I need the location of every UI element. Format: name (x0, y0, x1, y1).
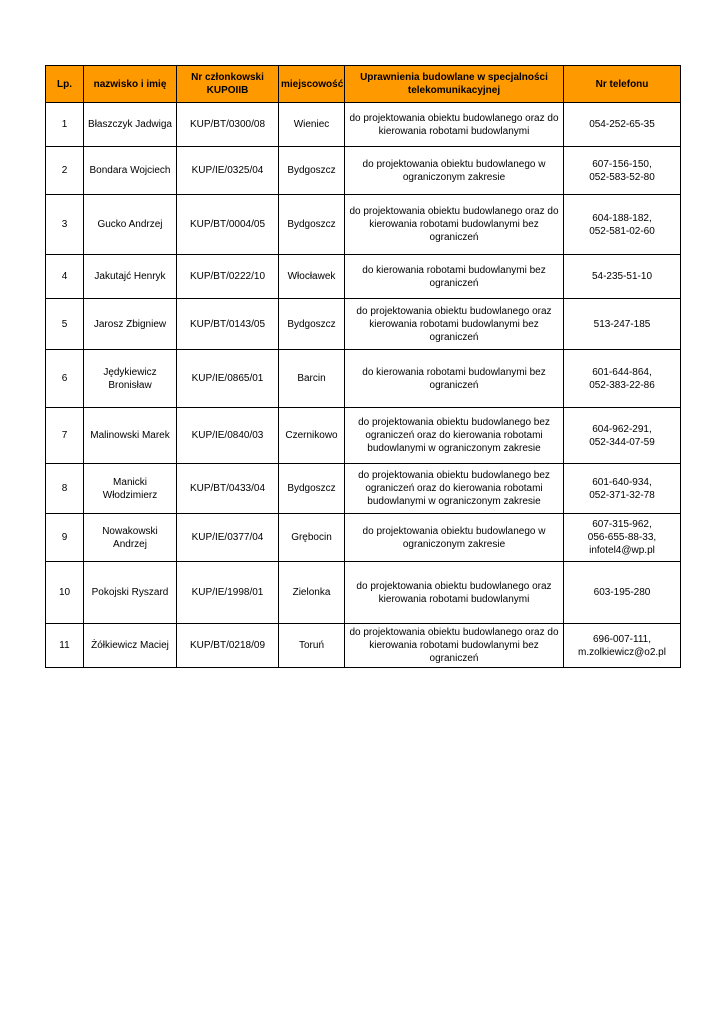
cell-phone (564, 624, 681, 668)
cell-member-no: KUP/IE/0377/04 (177, 514, 279, 562)
cell-name: Pokojski Ryszard (84, 562, 177, 624)
cell-permissions: do kierowania robotami budowlanymi bez ograniczeń (345, 350, 564, 408)
members-table (45, 65, 681, 668)
col-header-lp: Lp. (46, 66, 84, 103)
phone-line: 601-640-934, (592, 476, 652, 488)
phone-line: 603-195-280 (593, 587, 651, 598)
cell-permissions: do projektowania obiektu budowlanego oraz kierowania robotami budowlanymi (345, 562, 564, 624)
cell-phone (564, 255, 681, 299)
cell-lp: 6 (46, 350, 84, 408)
cell-city: Bydgoszcz (279, 299, 345, 350)
cell-member-no: KUP/BT/0004/05 (177, 195, 279, 255)
table-row (46, 350, 681, 408)
cell-member-no: KUP/IE/0865/01 (177, 350, 279, 408)
phone-line: 513-247-185 (593, 318, 651, 330)
cell-city: Bydgoszcz (279, 464, 345, 514)
table-row (46, 147, 681, 195)
cell-lp: 3 (46, 195, 84, 255)
phone-line: 604-188-182, (592, 212, 652, 224)
cell-permissions: do projektowania obiektu budowlanego bez ograniczeń oraz do kierowania robotami budowlanymi w ograniczonym zakresie (345, 464, 564, 514)
phone-line: 696-007-111, (592, 633, 651, 645)
cell-permissions: do projektowania obiektu budowlanego w ograniczonym zakresie (345, 514, 564, 562)
table-row (46, 195, 681, 255)
cell-name: Jarosz Zbigniew (84, 299, 177, 350)
cell-member-no: KUP/BT/0218/09 (177, 624, 279, 668)
cell-name: Jędykiewicz Bronisław (84, 350, 177, 408)
phone-line: 604-962-291, (592, 423, 652, 435)
phone-line: 54-235-51-10 (591, 271, 653, 282)
cell-lp: 9 (46, 514, 84, 562)
cell-permissions: do projektowania obiektu budowlanego w ograniczonym zakresie (345, 147, 564, 195)
cell-city: Barcin (279, 350, 345, 408)
cell-member-no: KUP/BT/0300/08 (177, 103, 279, 147)
cell-permissions: do projektowania obiektu budowlanego oraz do kierowania robotami budowlanymi (345, 103, 564, 147)
cell-name: Manicki Włodzimierz (84, 464, 177, 514)
table-row (46, 255, 681, 299)
cell-city: Grębocin (279, 514, 345, 562)
cell-permissions: do projektowania obiektu budowlanego oraz do kierowania robotami budowlanymi bez ograniczeń (345, 195, 564, 255)
table-header-row (46, 66, 681, 103)
table-row (46, 562, 681, 624)
cell-city: Toruń (279, 624, 345, 668)
cell-phone (564, 464, 681, 514)
cell-name: Gucko Andrzej (84, 195, 177, 255)
col-header-permissions: Uprawnienia budowlane w specjalności telekomunikacyjnej (345, 66, 564, 103)
cell-member-no: KUP/BT/0222/10 (177, 255, 279, 299)
cell-lp: 5 (46, 299, 84, 350)
cell-name: Malinowski Marek (84, 408, 177, 464)
cell-lp: 7 (46, 408, 84, 464)
table-row (46, 514, 681, 562)
col-header-phone: Nr telefonu (564, 66, 681, 103)
phone-line: 052-371-32-78 (589, 489, 655, 501)
phone-line: 052-344-07-59 (589, 436, 655, 448)
cell-phone (564, 562, 681, 624)
cell-member-no: KUP/IE/1998/01 (177, 562, 279, 624)
cell-permissions: do projektowania obiektu budowlanego bez ograniczeń oraz do kierowania robotami budowlanymi w ograniczonym zakresie (345, 408, 564, 464)
col-header-city: miejscowość (279, 66, 345, 103)
cell-lp: 11 (46, 624, 84, 668)
cell-phone (564, 147, 681, 195)
cell-phone (564, 350, 681, 408)
table-row (46, 624, 681, 668)
cell-phone (564, 195, 681, 255)
table-row (46, 103, 681, 147)
cell-name: Błaszczyk Jadwiga (84, 103, 177, 147)
cell-phone (564, 299, 681, 350)
phone-line: 601-644-864, (592, 366, 652, 378)
cell-member-no: KUP/BT/0433/04 (177, 464, 279, 514)
cell-lp: 4 (46, 255, 84, 299)
phone-line: 052-581-02-60 (589, 225, 655, 237)
phone-line: 056-655-88-33, (587, 532, 657, 543)
col-header-name: nazwisko i imię (84, 66, 177, 103)
cell-name: Bondara Wojciech (84, 147, 177, 195)
col-header-member-no: Nr członkowski KUPOIIB (177, 66, 279, 103)
phone-line: 054-252-65-35 (589, 119, 655, 130)
phone-line: 052-583-52-80 (589, 171, 655, 183)
cell-member-no: KUP/BT/0143/05 (177, 299, 279, 350)
cell-permissions: do projektowania obiektu budowlanego oraz do kierowania robotami budowlanymi bez ograniczeń (345, 624, 564, 668)
phone-line: 607-315-962, (592, 519, 652, 530)
phone-line: infotel4@wp.pl (589, 545, 655, 556)
cell-permissions: do projektowania obiektu budowlanego oraz kierowania robotami budowlanymi bez ograniczeń (345, 299, 564, 350)
table-row (46, 408, 681, 464)
cell-name: Nowakowski Andrzej (84, 514, 177, 562)
cell-city: Bydgoszcz (279, 195, 345, 255)
phone-line: m.zolkiewicz@o2.pl (578, 646, 666, 658)
table-body (46, 103, 681, 668)
cell-lp: 10 (46, 562, 84, 624)
cell-member-no: KUP/IE/0325/04 (177, 147, 279, 195)
cell-phone (564, 408, 681, 464)
cell-city: Bydgoszcz (279, 147, 345, 195)
cell-city: Wieniec (279, 103, 345, 147)
cell-city: Zielonka (279, 562, 345, 624)
cell-city: Czernikowo (279, 408, 345, 464)
table-row (46, 299, 681, 350)
table-row (46, 464, 681, 514)
cell-name: Jakutajć Henryk (84, 255, 177, 299)
cell-phone (564, 103, 681, 147)
cell-lp: 2 (46, 147, 84, 195)
cell-permissions: do kierowania robotami budowlanymi bez ograniczeń (345, 255, 564, 299)
phone-line: 052-383-22-86 (589, 379, 655, 391)
phone-line: 607-156-150, (592, 158, 652, 170)
cell-lp: 8 (46, 464, 84, 514)
cell-name: Żółkiewicz Maciej (84, 624, 177, 668)
cell-city: Włocławek (279, 255, 345, 299)
cell-phone (564, 514, 681, 562)
cell-member-no: KUP/IE/0840/03 (177, 408, 279, 464)
cell-lp: 1 (46, 103, 84, 147)
